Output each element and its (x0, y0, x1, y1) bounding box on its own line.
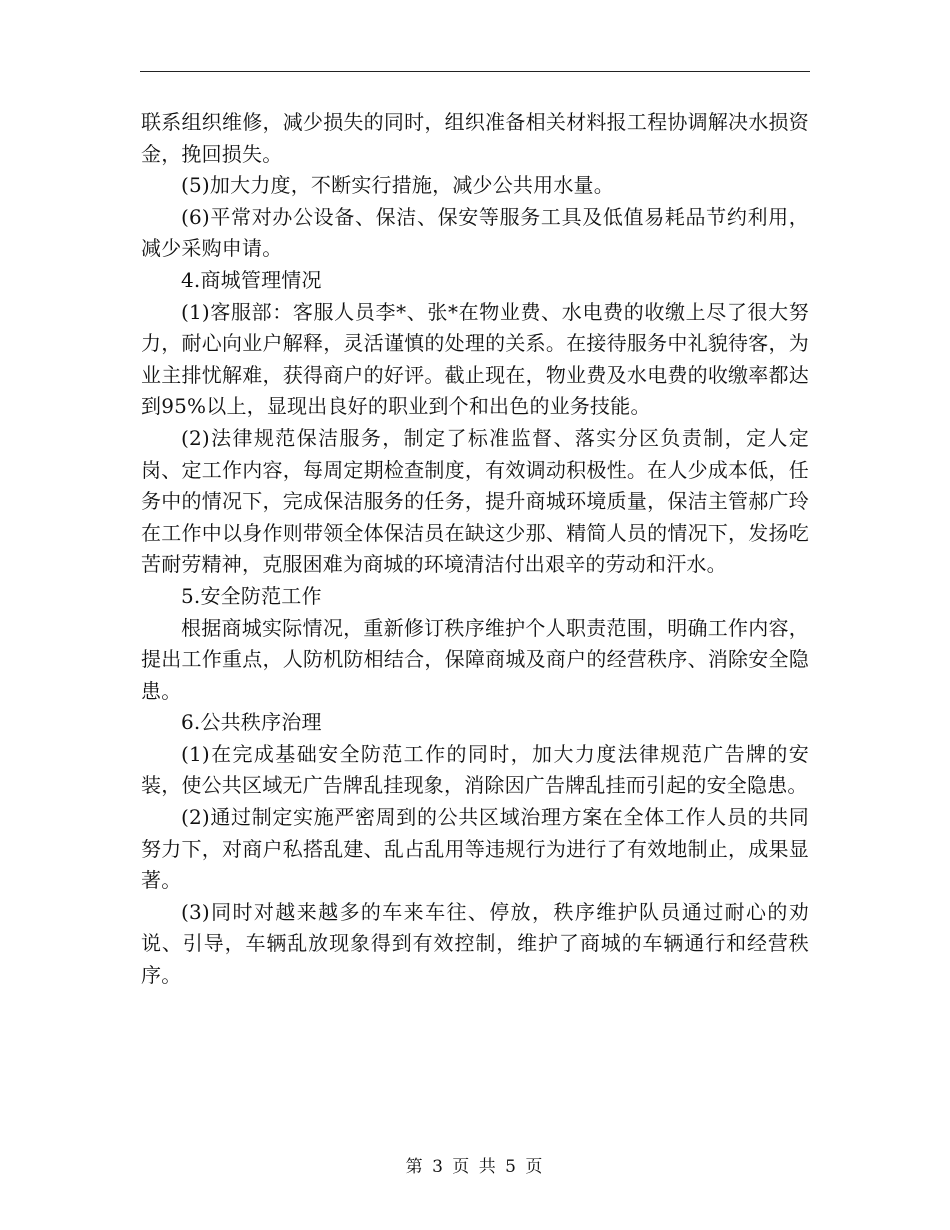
page-footer: 第 3 页 共 5 页 (405, 1157, 545, 1177)
section-heading: 6.公共秩序治理 (181, 710, 322, 735)
paragraph: (3)同时对越来越多的车来车往、停放，秩序维护队员通过耐心的劝说、引导，车辆乱放现象得到有效控制，维护了商城的车辆通行和经营秩序。 (141, 899, 809, 988)
section-heading: 4.商城管理情况 (181, 267, 322, 292)
paragraph: (6)平常对办公设备、保洁、保安等服务工具及低值易耗品节约利用，减少采购申请。 (141, 204, 809, 261)
section-heading: 5.安全防范工作 (181, 583, 322, 608)
header-rule (140, 71, 810, 72)
paragraph: (2)通过制定实施严密周到的公共区域治理方案在全体工作人员的共同努力下，对商户私搭乱建、乱占乱用等违规行为进行了有效地制止，成果显著。 (141, 805, 809, 893)
paragraph: (5)加大力度，不断实行措施，减少公共用水量。 (181, 173, 614, 198)
document-body (141, 107, 809, 992)
paragraph: (2)法律规范保洁服务，制定了标准监督、落实分区负责制，定人定岗、定工作内容，每周定期检查制度，有效调动积极性。在人少成本低，任务中的情况下，完成保洁服务的任务，提升商城环境质量，保洁主管郝广玲在工作中以身作则带领全体保洁员在缺这少那、精简人员的情况下，发扬吃苦耐劳精神，克服困难为商城的环境清洁付出艰辛的劳动和汗水。 (141, 425, 809, 577)
paragraph: (1)在完成基础安全防范工作的同时，加大力度法律规范广告牌的安装，使公共区域无广告牌乱挂现象，消除因广告牌乱挂而引起的安全隐患。 (141, 741, 809, 798)
paragraph: (1)客服部：客服人员李*、张*在物业费、水电费的收缴上尽了很大努力，耐心向业户解释，灵活谨慎的处理的关系。在接待服务中礼貌待客，为业主排忧解难，获得商户的好评。截止现在，物业费及水电费的收缴率都达到95%以上，显现出良好的职业到个和出色的业务技能。 (141, 299, 809, 419)
paragraph: 根据商城实际情况，重新修订秩序维护个人职责范围，明确工作内容，提出工作重点，人防机防相结合，保障商城及商户的经营秩序、消除安全隐患。 (141, 615, 809, 703)
paragraph: 联系组织维修，减少损失的同时，组织准备相关材料报工程协调解决水损资金，挽回损失。 (141, 110, 809, 166)
